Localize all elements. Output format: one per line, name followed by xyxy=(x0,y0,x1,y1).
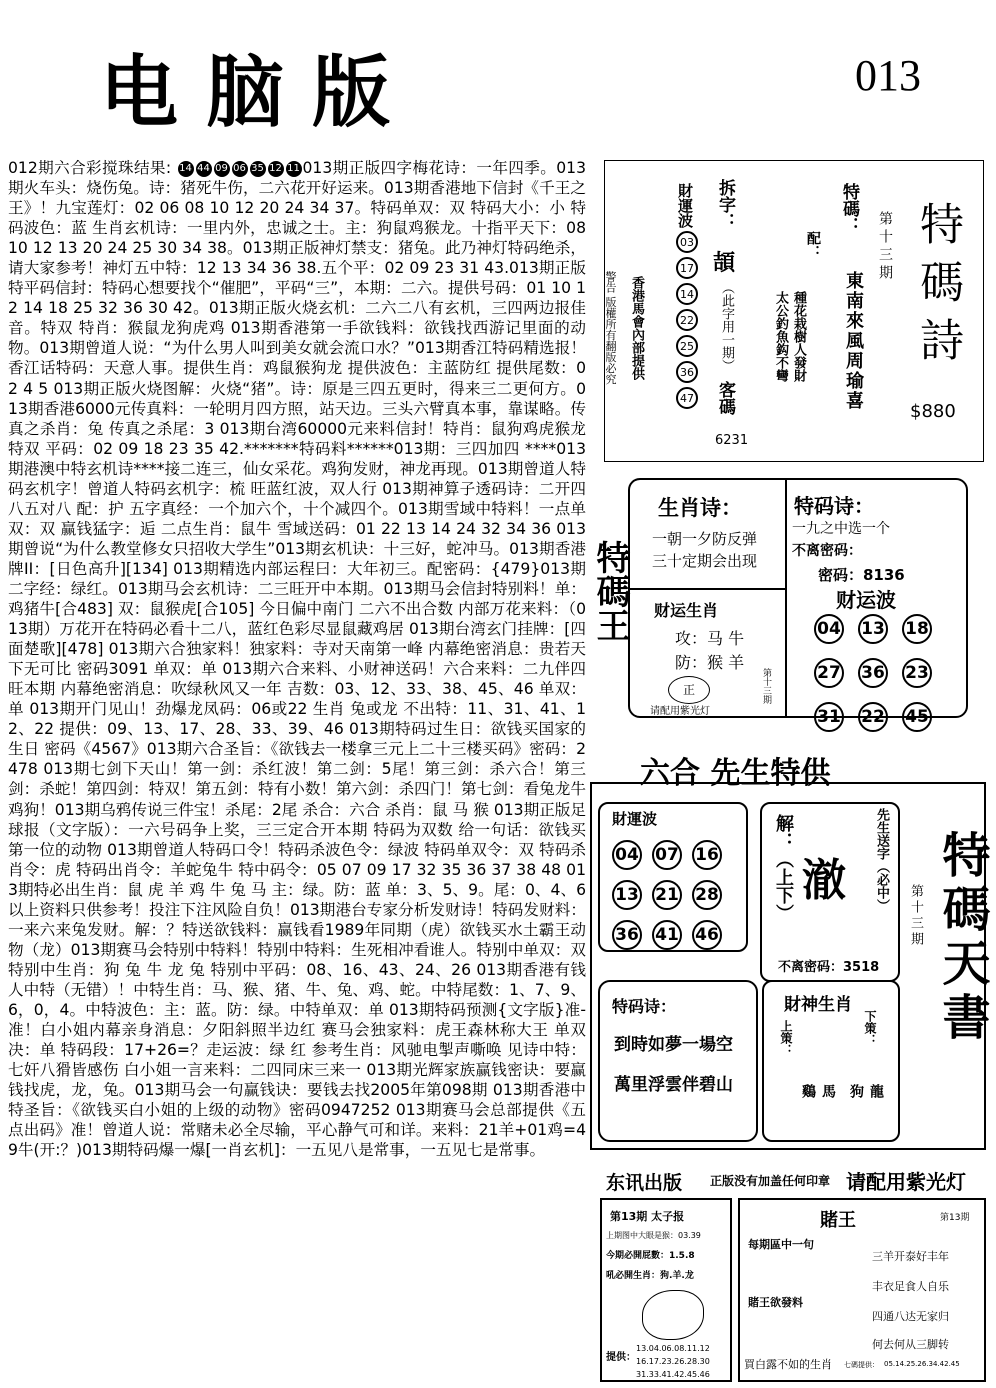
secret-code: 密码：8136 xyxy=(818,566,905,584)
wave-ball: 04 xyxy=(814,614,844,644)
gambler-right-4: 何去何从三脚转 xyxy=(872,1338,949,1351)
explain-label: 解：（上下） xyxy=(773,814,794,922)
wave-number: 36 xyxy=(676,361,698,383)
match-label: 特碼： xyxy=(839,183,859,234)
wave-number: 17 xyxy=(676,257,698,279)
poem-box-title: 特碼詩 xyxy=(912,201,963,375)
gambler-bottom: 買白露不如的生肖 xyxy=(744,1358,832,1371)
sky-poem-1: 到時如夢一場空 xyxy=(614,1035,733,1055)
publisher: 东讯出版 xyxy=(606,1172,683,1194)
result-ball: 14 xyxy=(178,161,194,177)
source-note: 香港馬會內部提供 xyxy=(629,276,644,380)
result-ball: 06 xyxy=(232,161,248,177)
wave-ball: 04 xyxy=(612,840,642,870)
sky-period: 第十三期 xyxy=(908,884,923,948)
god-title: 財神生肖 xyxy=(784,995,852,1015)
secret-code-sky: 不离密码：3518 xyxy=(778,960,880,975)
fortune-wave-title: 财运波 xyxy=(836,588,896,612)
pair-line-1: 種花栽樹人發財 xyxy=(791,291,806,382)
wave-ball: 45 xyxy=(902,702,932,732)
split-answer: 客碼 xyxy=(715,381,735,415)
wave-numbers xyxy=(676,231,700,413)
wave-number: 22 xyxy=(676,309,698,331)
special-poem-1: 一九之中选一个 xyxy=(792,521,890,537)
poem-box xyxy=(604,160,984,462)
result-ball: 09 xyxy=(214,161,230,177)
match-line: 東南來風周瑜喜 xyxy=(843,271,864,411)
special-poem-title: 特码诗： xyxy=(794,494,874,518)
prince-title: 第13期 太子报 xyxy=(610,1210,685,1223)
gambler-box xyxy=(738,1198,986,1382)
sky-poem-title: 特码诗： xyxy=(612,997,677,1016)
issue-number: 013 xyxy=(855,51,921,100)
wave-ball: 46 xyxy=(692,920,722,950)
prince-provide: 提供： xyxy=(606,1352,636,1363)
wave-ball: 16 xyxy=(692,840,722,870)
upper-label: 上策： xyxy=(779,1020,793,1056)
uv-footer: 请配用紫光灯 xyxy=(846,1170,966,1194)
gambler-nums: 05.14.25.26.34.42.45 xyxy=(884,1360,960,1368)
gambler-left-1: 每期區中一句 xyxy=(748,1238,814,1251)
wave-ball: 13 xyxy=(612,880,642,910)
wave-ball: 13 xyxy=(858,614,888,644)
zodiac-poem-title: 生肖诗： xyxy=(658,496,742,520)
attack-line: 攻：马 牛 xyxy=(675,629,745,648)
uv-hint: 请配用紫光灯 xyxy=(650,706,710,717)
wave-number: 14 xyxy=(676,283,698,305)
wave-label: 財運波 xyxy=(676,183,694,228)
explain-char: 澈 xyxy=(802,855,846,906)
prince-line-1: 上期图中大眼是猴：03.39 xyxy=(606,1231,701,1240)
wave-ball: 07 xyxy=(652,840,682,870)
split-note: （此字用一期） xyxy=(719,281,734,372)
sky-wave-title: 財運波 xyxy=(612,810,658,828)
zodiac-poem-2: 三十定期会出现 xyxy=(652,552,758,570)
king-issue-tag: 第十三期 xyxy=(761,668,771,704)
result-ball: 35 xyxy=(250,161,266,177)
split-label: 拆字： xyxy=(715,179,735,230)
article-text xyxy=(8,158,586,1160)
result-ball: 11 xyxy=(286,161,302,177)
sky-poem-2: 萬里浮雲伴碧山 xyxy=(614,1075,733,1095)
defend-line: 防：猴 羊 xyxy=(675,653,745,672)
wave-ball: 21 xyxy=(652,880,682,910)
gambler-nums-label: 七碼提供： xyxy=(844,1361,879,1369)
king-box xyxy=(628,478,968,727)
wave-ball: 41 xyxy=(652,920,682,950)
gambler-title: 賭王 xyxy=(820,1210,856,1231)
pair-line-2: 太公釣魚鈎不彎 xyxy=(773,291,788,382)
price: $880 xyxy=(910,401,956,422)
pair-label: 配： xyxy=(805,231,821,259)
prince-box xyxy=(600,1198,732,1382)
prince-line-2: 今期必開屁數：1.5.8 xyxy=(606,1251,695,1261)
wave-ball: 22 xyxy=(858,702,888,732)
lower-vals: 龍 狗 xyxy=(848,1084,884,1110)
result-ball: 12 xyxy=(268,161,284,177)
sky-banner: 六合 先生特供 xyxy=(640,756,831,791)
poem-box-period: 第十三期 xyxy=(877,211,893,283)
upper-vals: 馬 鷄 xyxy=(800,1084,836,1110)
wave-number: 47 xyxy=(676,387,698,409)
mister-label: 先生送字（必中） xyxy=(874,808,889,912)
wave-ball: 36 xyxy=(612,920,642,950)
gambler-left-2: 賭王欲發料 xyxy=(748,1296,803,1309)
split-char: 頡 xyxy=(713,251,736,276)
page-title: 电脑版 xyxy=(100,47,419,138)
result-prefix: 012期六合彩搅珠结果: xyxy=(8,159,172,177)
gambler-period: 第13期 xyxy=(940,1213,970,1223)
gambler-right-2: 丰衣足食人自乐 xyxy=(872,1280,949,1293)
wave-ball: 36 xyxy=(858,658,888,688)
fortune-zodiac: 财运生肖 xyxy=(654,601,719,620)
prince-nums: 13.04.06.08.11.12 16.17.23.26.28.30 31.33.41.42.45.46 xyxy=(636,1344,710,1379)
sky-box xyxy=(590,782,990,1150)
lower-label: 下策： xyxy=(863,1010,877,1046)
gambler-right-1: 三羊开泰好丰年 xyxy=(872,1250,949,1263)
code-number: 6231 xyxy=(715,433,749,448)
king-side-title: 特碼王 xyxy=(590,540,630,642)
wave-ball: 27 xyxy=(814,658,844,688)
gambler-right-3: 四通八达无家归 xyxy=(872,1310,949,1323)
seal-stamp: 正 xyxy=(668,676,710,704)
wave-ball: 18 xyxy=(902,614,932,644)
copyright-warning: 警告 版權所有翻版必究 xyxy=(604,271,617,385)
zodiac-poem-1: 一朝一夕防反弹 xyxy=(652,530,758,548)
wave-number: 25 xyxy=(676,335,698,357)
special-poem-2: 不离密码： xyxy=(792,543,862,559)
wave-number: 03 xyxy=(676,231,698,253)
prince-art xyxy=(642,1290,704,1340)
wave-ball: 23 xyxy=(902,658,932,688)
wave-ball: 28 xyxy=(692,880,722,910)
wave-ball: 31 xyxy=(814,702,844,732)
result-ball: 44 xyxy=(196,161,212,177)
stamp-notice: 正版没有加盖任何印章 xyxy=(710,1174,831,1188)
result-balls xyxy=(177,159,303,177)
prince-line-3: 吼必開生肖：狗.羊.龙 xyxy=(606,1271,694,1281)
article-body: 013期正版四字梅花诗：一年四季。013期火车头：烧伤兔。诗：猪死牛伤，二六花开好运来。013期香港地下信封《千王之王》！九宝莲灯：02 06 08 10 12 20 24 34 37。特码单双：双 特码大小：小 特码波色：蓝 生肖玄机诗：一里内外，忠诚之士。主：狗鼠鸡猴龙。十指平天下：08 10 12 13 20 24 25 30 34 38。013期正版神灯禁支：猪兔。此乃神灯特码绝杀，请大家参考！神灯五中特：12 13 34 36 38.五个平：02 09 23 31 43.013期正版特平码信封：特码心想要找个“催肥”，平码“三”，本期：二六。提供号码：01 10 12 14 18 25 32 36 30 42。013期正版火烧玄机：二六二八有玄机，三四两边报佳音。特双 特肖：猴鼠龙狗虎鸡 013期香港第一手欲钱料：欲钱找西游记里面的动物。013期曾道人说：“为什么男人叫到美女就会流口水？”013期香江特码精选报！香江话特码：天意人事。提供生肖：鸡鼠猴狗龙 提供波色：主蓝防红 提供尾数：0 2 4 5 013期正版火烧图解：火烧“猪”。诗：原是三四五更时，得来三二更何方。013期香港6000元传真料：一轮明月四方照，站天边。三头六臂真本事，靠谋略。传真之杀肖：兔 传真之杀尾：3 013期台湾60000元来料信封！特肖：鼠狗鸡虎猴龙 特双 平码：02 09 18 23 35 42.*******特码料******013期：三四加四 ****013期港澳中特玄机诗****接二连三，仙女采花。鸡狗发财，神龙再现。013期曾道人特码玄机字！曾道人特码玄机字：梳 旺蓝红波，双人行 013期神算子透码诗：二开四八五对八 配：护 五字真经：一个加六个，十个减四个。013期雪域中特料！一点单双：双 赢钱猛字：逅 二点生肖：鼠牛 雪域送码：01 22 13 14 24 32 34 36 013期曾说“为什么教堂修女只招收大学生”013期玄机诀：十三好，蛇冲马。013期香港牌II：[日色高升][134] 013期精选内部运程曰：大年初三。配密码：{479}013期二字经：绿红。013期马会玄机诗：二三旺开中本期。013期马会信封特别料！单：鸡猪牛[合483] 双：鼠猴虎[合105] 今日偏中南门 二六不出合数 内部万花来料：（013期）万花开在特码必看十二八，蓝红色彩尽显鼠藏鸡居 013期台湾玄门挂牌：[四面楚歌][478] 013期六合独家料！独家料：寺对天南第一峰 内幕绝密消息：贵若天下无可比 密码3091 单双：单 013期六合来料、小财神送码！六合来料：二九伴四旺本期 内幕绝密消息：吹绿秋风又一年 吉数：03、12、33、38、45、46 单双：单 013期开门见山！劲爆龙凤码：06或22 生肖 兔或龙 不出特：11、31、41、12、22 提供：09、13、17、28、33、39、46 013期特码过生日：欲钱买国家的生日 密码《4567》013期六合圣旨：《欲钱去一楼拿三元上二十三楼买码》密码：2478 013期七剑下天山！第一剑：杀红波！第二剑：5尾！第三剑：杀六合！第三剑：杀蛇！第四剑：特双！第五剑：特有小数！第六剑：杀四门！第七剑：看兔龙牛鸡狗！013期乌鸦传说三件宝！杀尾：2尾 杀合：六合 杀肖：鼠 马 猴 013期正版足球报（文字版）：一六号码争上奖，三三定合开本期 特码为双数 给一句话：欲钱买第一位的动物 013期曾道人特码口令！特码杀波色令：绿波 特码单双令：双 特码杀肖令：虎 特码出肖令：羊蛇兔牛 特中码令：05 07 09 17 32 35 36 37 38 48 013期特必出生肖：鼠 虎 羊 鸡 牛 兔 马 主：绿。防：蓝 单：3、5、9。尾：0、4、6 以上资料只供参考！投注下注风险自负！013期港台专家分析发财诗！特码发财料：一来六来兔发财。解：？特送欲钱料：赢钱看1989年同期（虎）欲钱买水土霸王动物（龙）013期赛马会特别中特料！特别中特料：生死相冲看谁人。特别中单双：双 特别中生肖：狗 兔 牛 龙 兔 特别中平码：08、16、43、24、26 013期香港有钱人中特（无错）！中特生肖：马、猴、猪、牛、兔、鸡、蛇。中特尾数：1、7、9、6，0，4。中特波色：主：蓝。防：绿。中特单双：单 013期特码预测{文字版}准-准！白小姐内幕亲身消息：夕阳斜照半边红 赛马会独家料：虎王森林称大王 单双决：单 特码段：17+26=？走运波：绿 红 参考生肖：风驰电掣声嘶唤 见诗中特：七奸八猾皆感伤 白小姐一言来料：二四同床三来一 013期光辉家族赢钱密诀：要赢钱找虎，龙，兔。013期马会一句赢钱诀：要钱去找2005年第098期 013期香港中特圣旨：《欲钱买白小姐的上级的动物》密码0947252 013期赛马会总部提供《五点出码》准！曾道人说：常赌未必全尽输，平心静气可和详。来料：21羊+01鸡=49牛(开:？)013期特码爆一爆[一肖玄机]：一五见八是常事，一五见七是常事。 xyxy=(8,159,586,1160)
sky-side-title: 特碼天書 xyxy=(934,830,990,1046)
